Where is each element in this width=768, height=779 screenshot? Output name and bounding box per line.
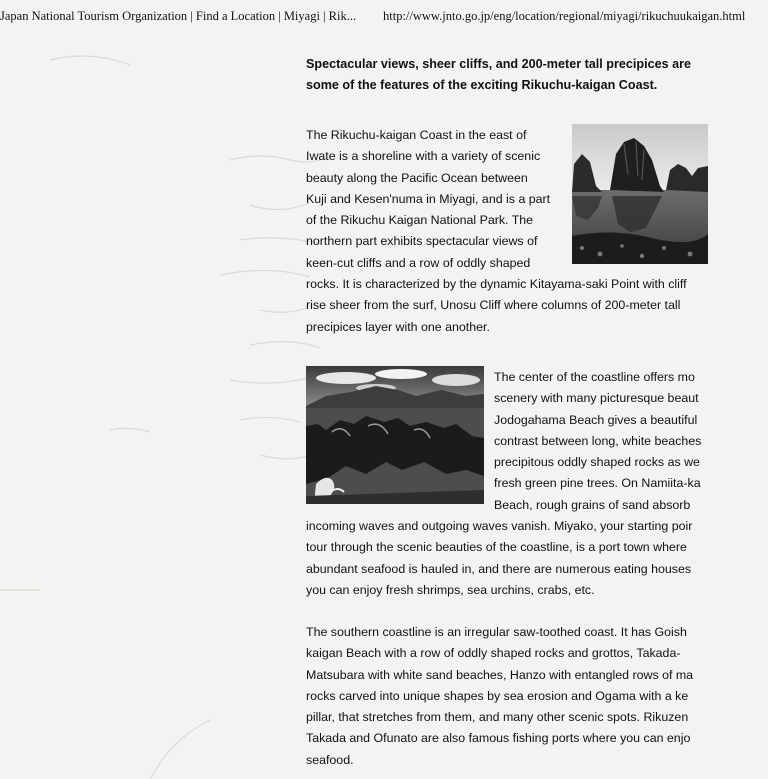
text-line: abundant seafood is hauled in, and there are numerous eating houses — [306, 561, 692, 576]
text-line: Beach, rough grains of sand absorb — [494, 497, 691, 512]
lead-heading — [306, 54, 716, 96]
text-line: Takada and Ofunato are also famous fishing ports where you can enjo — [306, 731, 691, 746]
page-url[interactable]: http://www.jnto.go.jp/eng/location/regional/miyagi/rikuchuukaigan.html — [383, 9, 746, 23]
text-line: The center of the coastline offers mo — [494, 370, 695, 384]
text-line: beauty along the Pacific Ocean between — [306, 170, 528, 185]
text-line: precipitous oddly shaped rocks as we — [494, 455, 700, 470]
print-header — [0, 6, 768, 26]
text-line: pillar, that stretches from them, and many other scenic spots. Rikuzen — [306, 710, 689, 725]
text-line: of the Rikuchu Kaigan National Park. The — [306, 213, 534, 228]
text-line: rocks carved into unique shapes by sea erosion and Ogama with a ke — [306, 688, 689, 703]
text-line: kaigan Beach with a row of oddly shaped rocks and grottos, Takada- — [306, 646, 681, 661]
text-line: Matsubara with white sand beaches, Hanzo with entangled rows of ma — [306, 667, 694, 682]
text-line: scenery with many picturesque beaut — [494, 391, 699, 406]
text-line: Jodogahama Beach gives a beautiful — [494, 412, 698, 427]
text-line: keen-cut cliffs and a row of oddly shaped — [306, 255, 531, 270]
text-line: seafood. — [306, 752, 354, 767]
lead-line-2: some of the features of the exciting Rikuchu-kaigan Coast. — [306, 78, 658, 92]
text-line: you can enjoy fresh shrimps, sea urchins, crabs, etc. — [306, 582, 595, 597]
lead-line-1: Spectacular views, sheer cliffs, and 200-meter tall precipices are — [306, 57, 692, 71]
paragraph-northern-coast — [306, 125, 708, 338]
text-line: contrast between long, white beaches — [494, 433, 702, 448]
text-line: incoming waves and outgoing waves vanish. Miyako, your starting poir — [306, 519, 693, 534]
text-line: The southern coastline is an irregular saw-toothed coast. It has Goish — [306, 625, 687, 639]
text-line: Kuji and Kesen'numa in Miyagi, and is a part — [306, 191, 551, 206]
page-margin — [708, 40, 768, 779]
text-line: northern part exhibits spectacular views of — [306, 234, 538, 249]
text-line: precipices layer with one another. — [306, 319, 490, 334]
text-line: Iwate is a shoreline with a variety of scenic — [306, 149, 541, 164]
text-line: tour through the scenic beauties of the coastline, is a port town where — [306, 540, 687, 555]
paragraph-central-coast — [306, 367, 708, 601]
text-line: The Rikuchu-kaigan Coast in the east of — [306, 128, 527, 142]
paragraph-southern-coast — [306, 622, 708, 771]
text-line: rise sheer from the surf, Unosu Cliff where columns of 200-meter tall — [306, 298, 681, 313]
text-line: rocks. It is characterized by the dynamic Kitayama-saki Point with cliff — [306, 277, 687, 292]
page-title: Japan National Tourism Organization | Find a Location | Miyagi | Rik... — [0, 9, 357, 23]
text-line: fresh green pine trees. On Namiita-ka — [494, 476, 701, 491]
